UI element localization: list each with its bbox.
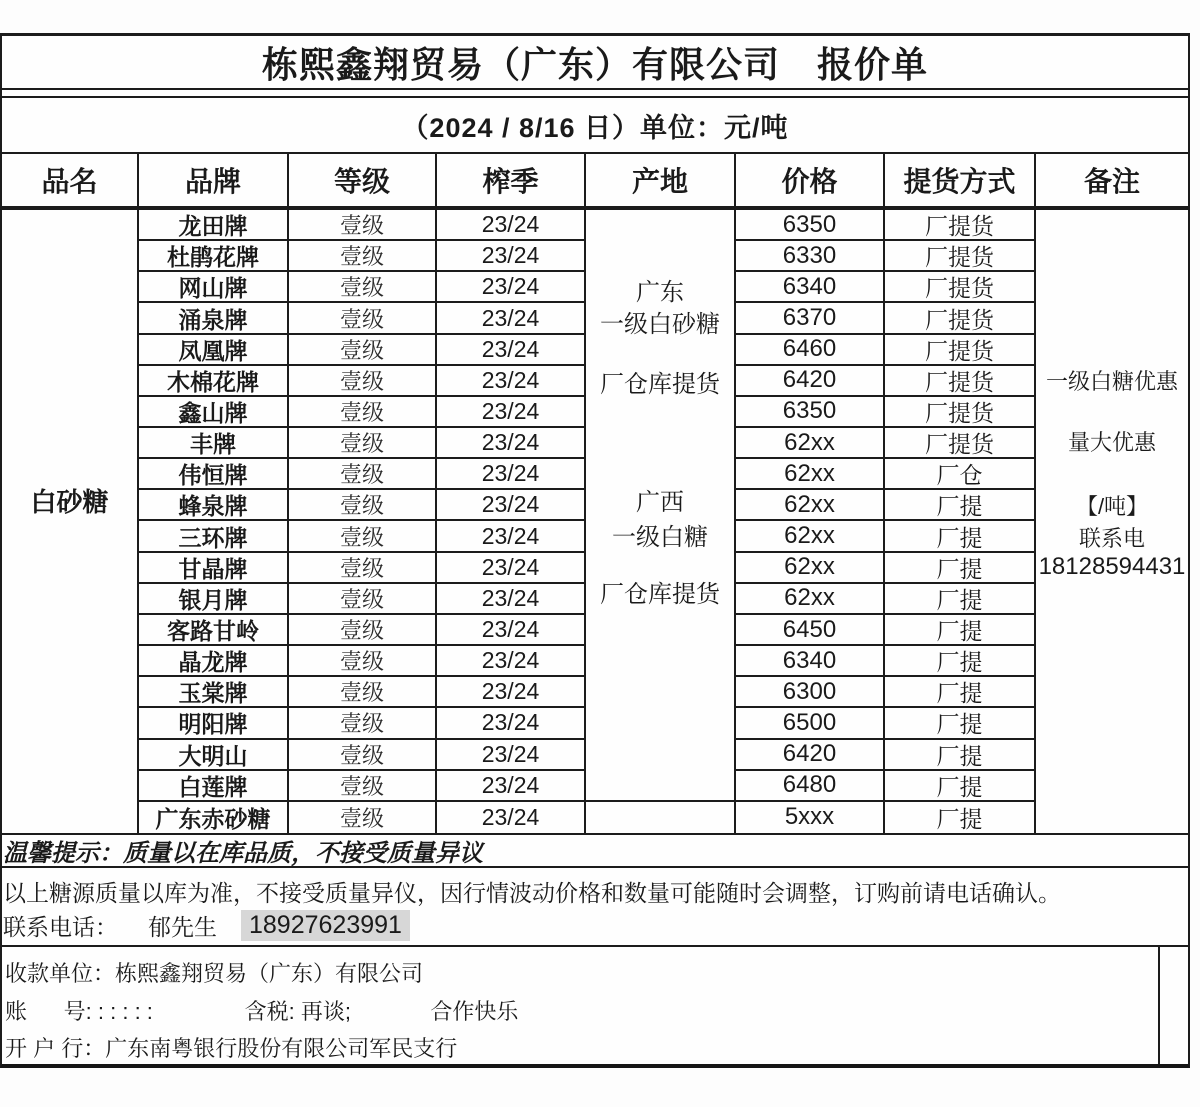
brand-cell: 涌泉牌 xyxy=(139,303,289,334)
grade-cell: 壹级 xyxy=(289,802,437,833)
pickup-cell: 厂提 xyxy=(885,615,1036,646)
season-cell: 23/24 xyxy=(437,521,586,552)
contact-line xyxy=(3,909,410,942)
warm-tip-line: 温馨提示：质量以在库品质，不接受质量异议 xyxy=(0,835,1190,868)
brand-cell: 玉棠牌 xyxy=(139,677,289,708)
origin-guangxi-grade: 一级白糖 xyxy=(612,524,708,551)
pickup-cell: 厂提 xyxy=(885,677,1036,708)
brand-cell: 木棉花牌 xyxy=(139,366,289,397)
grade-cell: 壹级 xyxy=(289,428,437,459)
brand-cell: 三环牌 xyxy=(139,521,289,552)
grade-cell: 壹级 xyxy=(289,459,437,490)
price-cell: 6300 xyxy=(736,677,885,708)
grade-cell: 壹级 xyxy=(289,740,437,771)
grade-cell: 壹级 xyxy=(289,677,437,708)
pickup-cell: 厂提 xyxy=(885,584,1036,615)
pickup-cell: 厂提货 xyxy=(885,210,1036,241)
season-cell: 23/24 xyxy=(437,241,586,272)
header-season: 榨季 xyxy=(437,154,586,208)
season-cell: 23/24 xyxy=(437,771,586,802)
season-cell: 23/24 xyxy=(437,677,586,708)
season-cell: 23/24 xyxy=(437,335,586,366)
pickup-cell: 厂提 xyxy=(885,740,1036,771)
brand-cell: 白莲牌 xyxy=(139,771,289,802)
brand-cell: 鑫山牌 xyxy=(139,397,289,428)
origin-guangdong-grade: 一级白砂糖 xyxy=(600,311,720,338)
header-product: 品名 xyxy=(2,154,139,208)
grade-cell: 壹级 xyxy=(289,771,437,802)
price-cell: 6480 xyxy=(736,771,885,802)
origin-guangxi-pickup: 厂仓库提货 xyxy=(600,581,720,608)
season-cell: 23/24 xyxy=(437,708,586,739)
header-brand: 品牌 xyxy=(139,154,289,208)
origin-guangdong-pickup: 厂仓库提货 xyxy=(600,371,720,398)
company-title: 栋熙鑫翔贸易（广东）有限公司 报价单 xyxy=(0,33,1190,90)
product-name: 白砂糖 xyxy=(30,487,109,517)
price-cell: 6350 xyxy=(736,210,885,241)
payment-block xyxy=(0,947,1190,1068)
pickup-cell: 厂提 xyxy=(885,771,1036,802)
grade-cell: 壹级 xyxy=(289,553,437,584)
price-cell: 6370 xyxy=(736,303,885,334)
remark-merged-cell xyxy=(1036,210,1188,833)
brand-cell: 银月牌 xyxy=(139,584,289,615)
pickup-cell: 厂提货 xyxy=(885,397,1036,428)
price-cell: 5xxx xyxy=(736,802,885,833)
brand-cell: 大明山 xyxy=(139,740,289,771)
price-cell: 6420 xyxy=(736,740,885,771)
season-cell: 23/24 xyxy=(437,490,586,521)
price-cell: 62xx xyxy=(736,521,885,552)
remark-unit: 【/吨】 xyxy=(1075,494,1149,519)
grade-cell: 壹级 xyxy=(289,303,437,334)
season-cell: 23/24 xyxy=(437,615,586,646)
pickup-cell: 厂提货 xyxy=(885,366,1036,397)
pickup-cell: 厂提 xyxy=(885,646,1036,677)
grade-cell: 壹级 xyxy=(289,615,437,646)
price-cell: 6330 xyxy=(736,241,885,272)
product-name-cell xyxy=(2,210,139,833)
grade-cell: 壹级 xyxy=(289,272,437,303)
season-cell: 23/24 xyxy=(437,459,586,490)
season-cell: 23/24 xyxy=(437,366,586,397)
grade-cell: 壹级 xyxy=(289,397,437,428)
brand-cell: 网山牌 xyxy=(139,272,289,303)
price-cell: 6340 xyxy=(736,646,885,677)
grade-cell: 壹级 xyxy=(289,241,437,272)
remark-contact-phone: 18128594431 xyxy=(1038,553,1186,580)
season-cell: 23/24 xyxy=(437,210,586,241)
pickup-cell: 厂提货 xyxy=(885,241,1036,272)
origin-guangdong: 广东 xyxy=(636,279,684,306)
quality-note: 以上糖源质量以库为准，不接受质量异仪，因行情波动价格和数量可能随时会调整，订购前请电话确认。 xyxy=(3,880,1061,906)
brand-cell: 晶龙牌 xyxy=(139,646,289,677)
pickup-cell: 厂提货 xyxy=(885,335,1036,366)
payment-divider-line xyxy=(1158,947,1160,1064)
pickup-cell: 厂提 xyxy=(885,553,1036,584)
header-pickup: 提货方式 xyxy=(885,154,1036,208)
price-cell: 6420 xyxy=(736,366,885,397)
origin-merged-cell xyxy=(586,210,736,802)
pickup-cell: 厂提货 xyxy=(885,272,1036,303)
date-unit-line: （2024 / 8/16 日）单位：元/吨 xyxy=(0,96,1190,154)
price-cell: 6500 xyxy=(736,708,885,739)
season-cell: 23/24 xyxy=(437,646,586,677)
contact-phone: 18927623991 xyxy=(241,910,410,941)
header-remark: 备注 xyxy=(1036,154,1188,208)
header-origin: 产地 xyxy=(586,154,736,208)
payee-line: 收款单位：栋熙鑫翔贸易（广东）有限公司 xyxy=(5,961,424,986)
bank-line: 开 户 行：广东南粤银行股份有限公司军民支行 xyxy=(5,1036,458,1061)
pickup-cell: 厂提 xyxy=(885,802,1036,833)
header-price: 价格 xyxy=(736,154,885,208)
grade-cell: 壹级 xyxy=(289,584,437,615)
price-cell: 6340 xyxy=(736,272,885,303)
pickup-cell: 厂提 xyxy=(885,490,1036,521)
table-body xyxy=(0,210,1190,835)
contact-label: 联系电话： xyxy=(3,914,118,940)
season-cell: 23/24 xyxy=(437,802,586,833)
pickup-cell: 厂提货 xyxy=(885,303,1036,334)
brand-cell: 蜂泉牌 xyxy=(139,490,289,521)
season-cell: 23/24 xyxy=(437,303,586,334)
brand-cell: 明阳牌 xyxy=(139,708,289,739)
brand-cell: 龙田牌 xyxy=(139,210,289,241)
grade-cell: 壹级 xyxy=(289,366,437,397)
season-cell: 23/24 xyxy=(437,584,586,615)
brand-cell: 客路甘岭 xyxy=(139,615,289,646)
season-cell: 23/24 xyxy=(437,553,586,584)
remark-contact-label: 联系电 xyxy=(1078,526,1145,551)
grade-cell: 壹级 xyxy=(289,335,437,366)
brand-cell: 广东赤砂糖 xyxy=(139,802,289,833)
pickup-cell: 厂提 xyxy=(885,708,1036,739)
pickup-cell: 厂提货 xyxy=(885,428,1036,459)
brand-cell: 伟恒牌 xyxy=(139,459,289,490)
season-cell: 23/24 xyxy=(437,428,586,459)
header-grade: 等级 xyxy=(289,154,437,208)
grade-cell: 壹级 xyxy=(289,646,437,677)
remark-discount: 一级白糖优惠 xyxy=(1045,369,1178,394)
price-cell: 62xx xyxy=(736,490,885,521)
season-cell: 23/24 xyxy=(437,740,586,771)
pickup-cell: 厂提 xyxy=(885,521,1036,552)
brand-cell: 杜鹃花牌 xyxy=(139,241,289,272)
price-cell: 6350 xyxy=(736,397,885,428)
grade-cell: 壹级 xyxy=(289,210,437,241)
brand-cell: 凤凰牌 xyxy=(139,335,289,366)
origin-guangxi: 广西 xyxy=(636,489,684,516)
remark-bulk-discount: 量大优惠 xyxy=(1067,430,1156,455)
season-cell: 23/24 xyxy=(437,397,586,428)
table-header xyxy=(0,154,1190,210)
brand-cell: 甘晶牌 xyxy=(139,553,289,584)
brand-cell: 丰牌 xyxy=(139,428,289,459)
season-cell: 23/24 xyxy=(437,272,586,303)
price-cell: 62xx xyxy=(736,553,885,584)
grade-cell: 壹级 xyxy=(289,490,437,521)
account-line: 账 号: : : : : : 含税: 再谈; 合作快乐 xyxy=(5,999,519,1024)
price-cell: 62xx xyxy=(736,459,885,490)
notes-block xyxy=(0,868,1190,947)
price-cell: 62xx xyxy=(736,584,885,615)
contact-name: 郁先生 xyxy=(148,914,217,940)
origin-empty-cell xyxy=(586,802,736,833)
grade-cell: 壹级 xyxy=(289,708,437,739)
pickup-cell: 厂仓 xyxy=(885,459,1036,490)
price-cell: 6460 xyxy=(736,335,885,366)
price-cell: 6450 xyxy=(736,615,885,646)
price-cell: 62xx xyxy=(736,428,885,459)
grade-cell: 壹级 xyxy=(289,521,437,552)
